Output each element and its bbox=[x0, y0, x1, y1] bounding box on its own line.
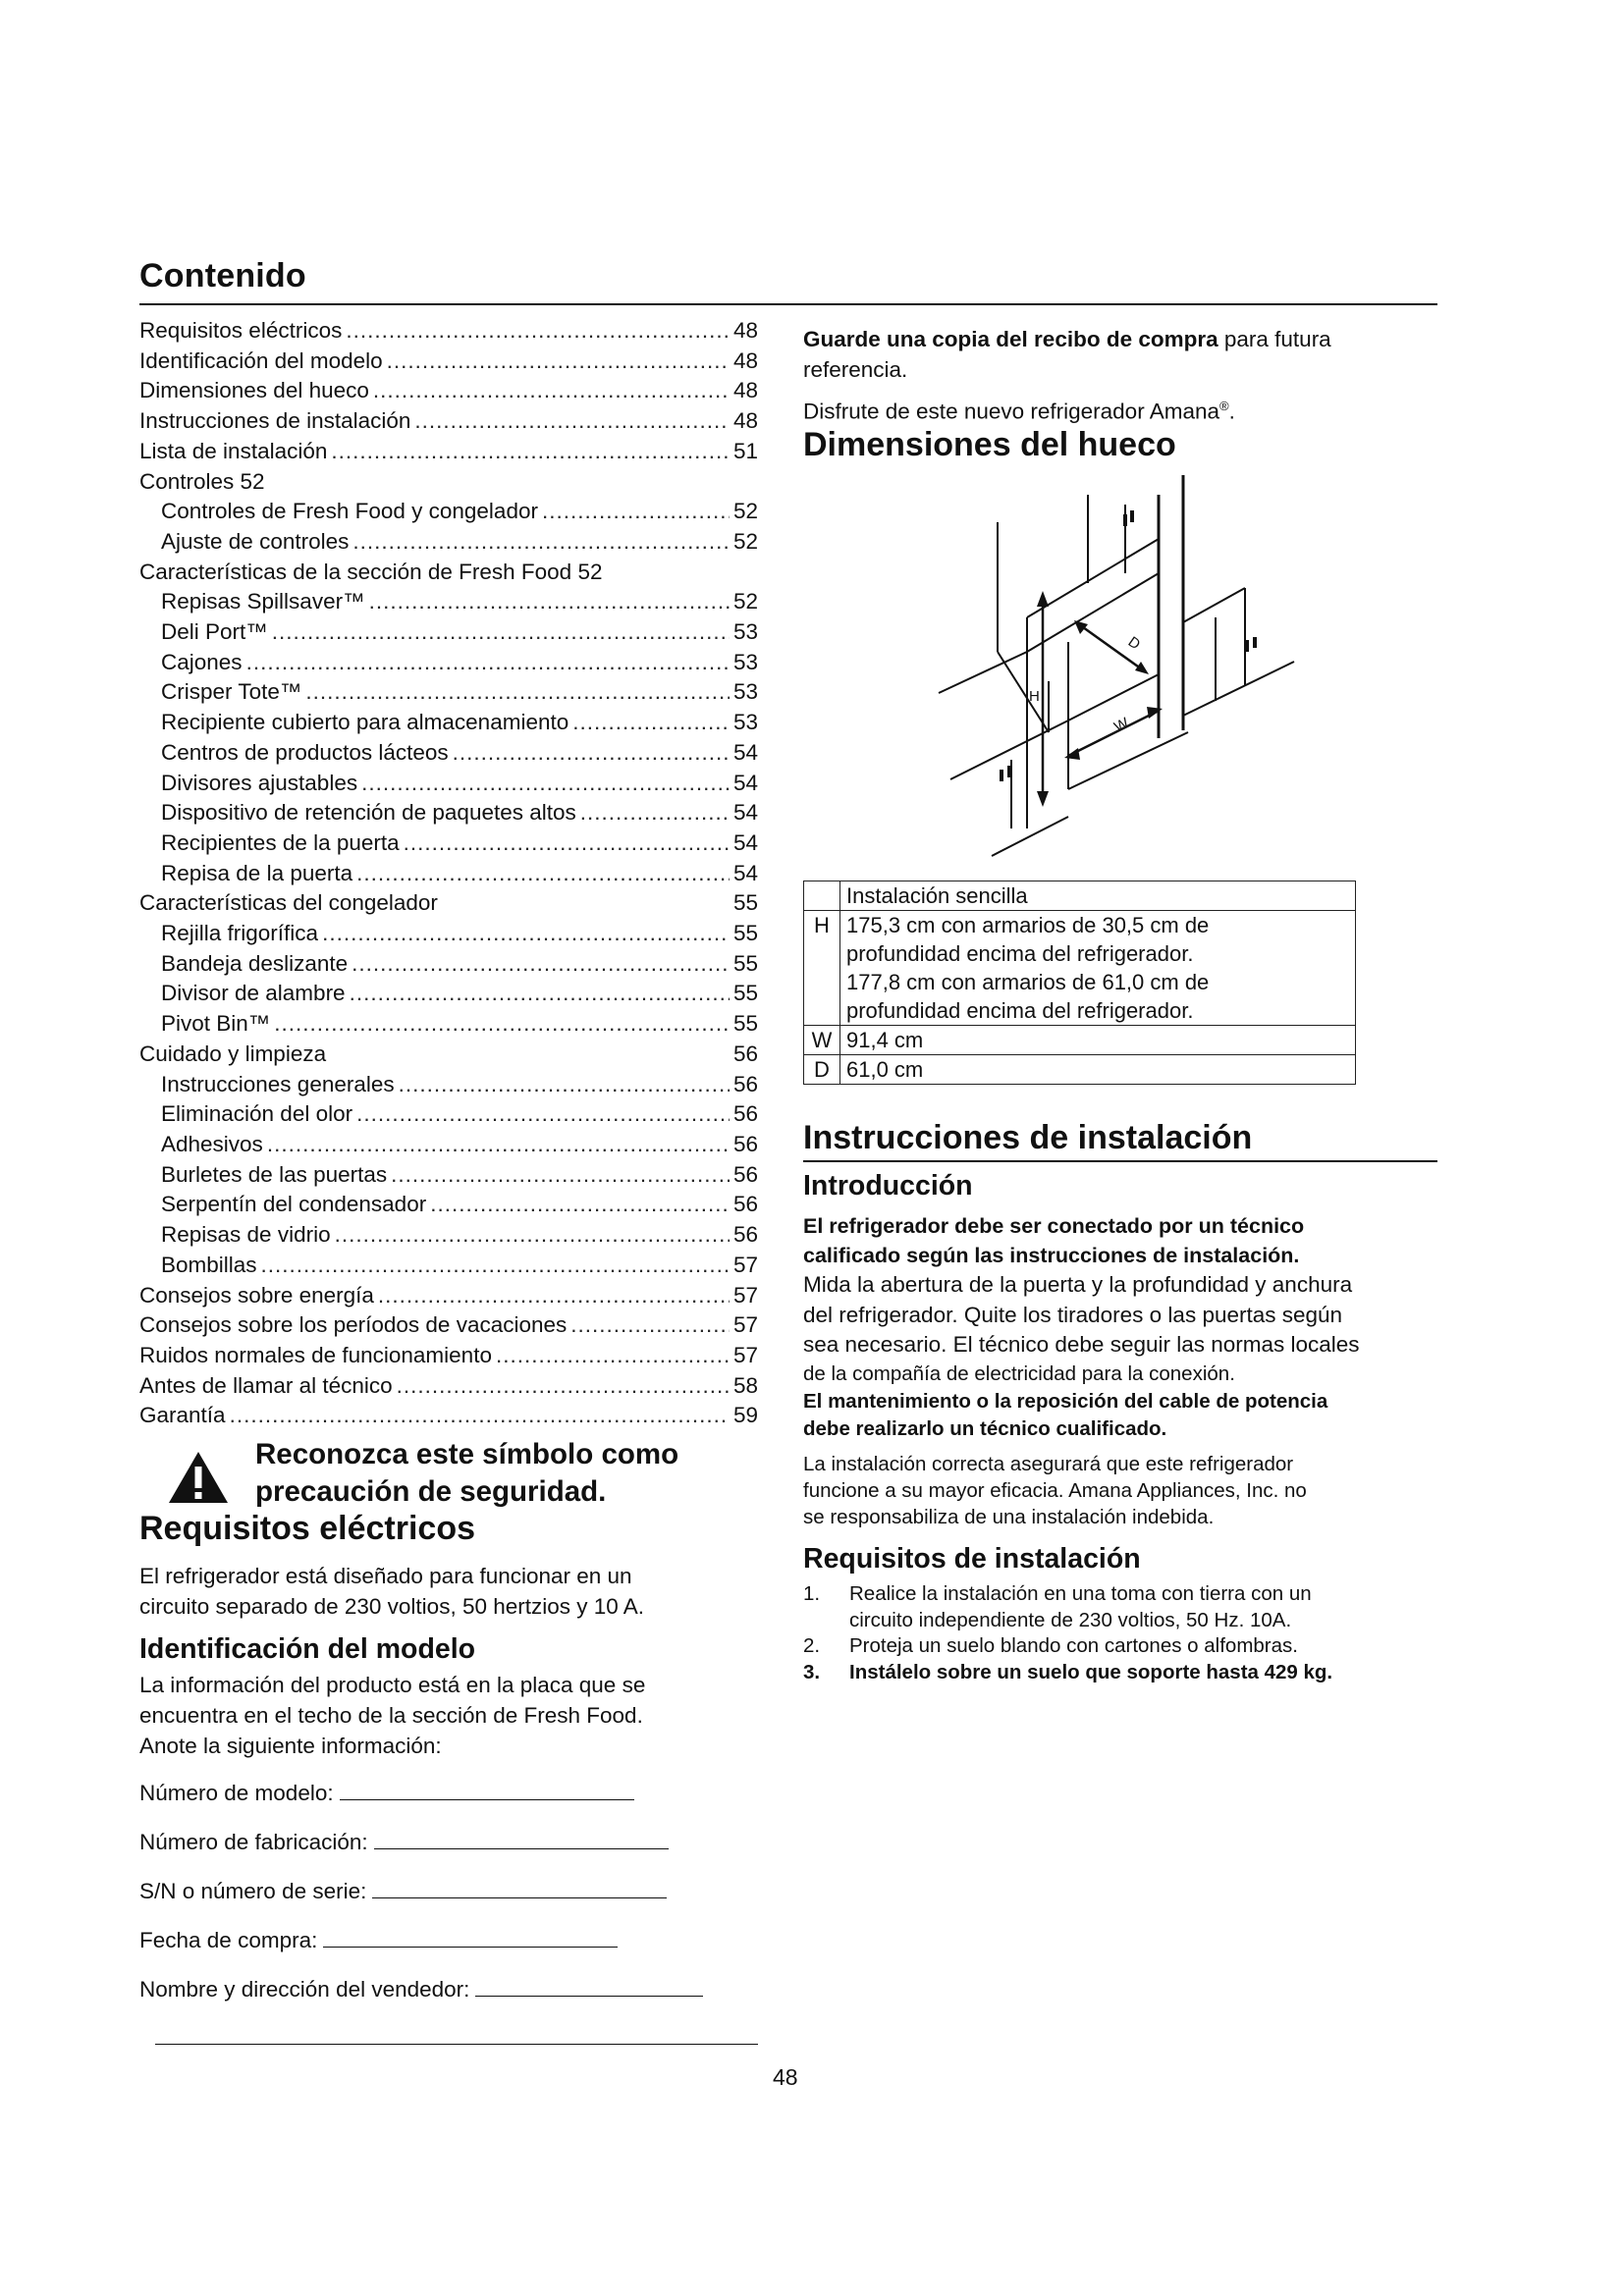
field-manufacturing-number bbox=[139, 1829, 669, 1855]
toc-leader bbox=[322, 919, 730, 949]
toc-entry bbox=[139, 708, 758, 738]
toc-entry-label: Bombillas bbox=[161, 1252, 257, 1277]
toc-entry-label: Identificación del modelo bbox=[139, 347, 383, 373]
toc-entry-label: Características de la sección de Fresh Food 52 bbox=[139, 559, 603, 584]
field-purchase-date-label: Fecha de compra: bbox=[139, 1928, 318, 1952]
enjoy-text: Disfrute de este nuevo refrigerador Amana bbox=[803, 399, 1219, 424]
toc-entry-page: 57 bbox=[732, 1282, 758, 1308]
toc-entry-page: 53 bbox=[732, 649, 758, 674]
toc-entry bbox=[139, 347, 758, 377]
toc-leader bbox=[496, 1341, 730, 1371]
toc-entry-page: 55 bbox=[732, 981, 758, 1006]
toc-entry bbox=[139, 437, 758, 467]
table-key: H bbox=[804, 911, 840, 1026]
table-of-contents bbox=[139, 316, 758, 1431]
toc-leader bbox=[346, 316, 730, 347]
diagram-label-h: H bbox=[1029, 688, 1040, 705]
intro-paragraph-2 bbox=[803, 1451, 1451, 1530]
toc-entry-label: Dimensiones del hueco bbox=[139, 378, 369, 403]
toc-entry bbox=[139, 798, 758, 828]
toc-leader bbox=[369, 587, 730, 617]
list-item-line-2: circuito independiente de 230 voltios, 50 Hz. 10A. bbox=[849, 1608, 1292, 1631]
contents-title: Contenido bbox=[139, 257, 306, 294]
toc-entry-label: Consejos sobre energía bbox=[139, 1282, 374, 1308]
toc-entry-page: 54 bbox=[732, 829, 758, 855]
toc-entry bbox=[139, 527, 758, 558]
electrical-body bbox=[139, 1561, 768, 1622]
list-item-number: 2. bbox=[803, 1634, 821, 1657]
safety-caution bbox=[139, 1436, 758, 1515]
toc-leader bbox=[391, 1160, 730, 1191]
toc-entry bbox=[139, 617, 758, 648]
toc-entry bbox=[139, 376, 758, 406]
height-arrowhead-top bbox=[1037, 591, 1049, 607]
toc-entry bbox=[139, 677, 758, 708]
toc-leader bbox=[387, 347, 730, 377]
toc-entry-label: Repisas de vidrio bbox=[161, 1222, 331, 1248]
field-dealer-name-address-label: Nombre y dirección del vendedor: bbox=[139, 1977, 470, 2002]
toc-entry bbox=[139, 1371, 758, 1402]
intro-bold-2-line-2: debe realizarlo un técnico cualificado. bbox=[803, 1416, 1167, 1440]
toc-entry-label: Recipiente cubierto para almacenamiento bbox=[161, 710, 569, 735]
intro-p1-line-4: de la compañía de electricidad para la conexión. bbox=[803, 1362, 1235, 1385]
toc-entry-label: Pivot Bin™ bbox=[161, 1011, 271, 1037]
toc-entry-page: 57 bbox=[732, 1312, 758, 1338]
field-purchase-date-line[interactable] bbox=[323, 1927, 618, 1948]
height-arrowhead-bottom bbox=[1037, 791, 1049, 807]
toc-entry-label: Burletes de las puertas bbox=[161, 1161, 388, 1187]
table-line: 177,8 cm con armarios de 61,0 cm de bbox=[846, 970, 1210, 994]
toc-entry-page: 56 bbox=[732, 1222, 758, 1248]
toc-entry-page: 54 bbox=[732, 800, 758, 826]
toc-entry-page: 58 bbox=[732, 1372, 758, 1398]
toc-entry-page: 57 bbox=[732, 1342, 758, 1367]
toc-leader bbox=[404, 828, 730, 859]
diagram-label-w: W bbox=[1111, 714, 1132, 736]
toc-leader bbox=[305, 677, 730, 708]
toc-entry-label: Controles 52 bbox=[139, 468, 265, 494]
toc-entry bbox=[139, 1220, 758, 1251]
toc-entry-label: Cuidado y limpieza bbox=[139, 1041, 327, 1066]
toc-entry-page: 52 bbox=[732, 589, 758, 614]
contents-rule bbox=[139, 303, 1437, 305]
toc-entry-label: Controles de Fresh Food y congelador bbox=[161, 499, 538, 524]
toc-leader bbox=[230, 1401, 730, 1431]
field-serial-number bbox=[139, 1878, 667, 1904]
electrical-title: Requisitos eléctricos bbox=[139, 1510, 476, 1547]
toc-entry-label: Lista de instalación bbox=[139, 438, 328, 463]
toc-entry-label: Repisas Spillsaver™ bbox=[161, 589, 365, 614]
toc-entry-page: 53 bbox=[732, 679, 758, 705]
toc-entry-page: 56 bbox=[732, 1101, 758, 1127]
list-item bbox=[803, 1633, 1451, 1660]
toc-entry-page: 48 bbox=[732, 378, 758, 403]
table-key: W bbox=[804, 1026, 840, 1055]
field-model-number-line[interactable] bbox=[340, 1780, 634, 1800]
toc-entry-page: 56 bbox=[732, 1071, 758, 1096]
diagram-line bbox=[1183, 662, 1294, 716]
toc-entry-label: Eliminación del olor bbox=[161, 1101, 353, 1127]
toc-leader bbox=[352, 527, 730, 558]
toc-entry-label: Recipientes de la puerta bbox=[161, 829, 400, 855]
model-id-line-2: encuentra en el techo de la sección de Fresh Food. bbox=[139, 1703, 643, 1728]
toc-entry bbox=[139, 949, 758, 980]
toc-entry-label: Bandeja deslizante bbox=[161, 950, 349, 976]
toc-entry-label: Garantía bbox=[139, 1403, 226, 1428]
toc-entry bbox=[139, 919, 758, 949]
table-row bbox=[804, 911, 1356, 1026]
toc-leader bbox=[361, 769, 730, 799]
toc-entry-label: Centros de productos lácteos bbox=[161, 739, 449, 765]
toc-entry bbox=[139, 1040, 758, 1070]
field-serial-number-line[interactable] bbox=[372, 1878, 667, 1898]
electrical-line-2: circuito separado de 230 voltios, 50 hertzios y 10 A. bbox=[139, 1594, 645, 1619]
diagram-line bbox=[1068, 732, 1188, 789]
toc-leader bbox=[261, 1251, 730, 1281]
caution-line-2: precaución de seguridad. bbox=[255, 1475, 607, 1508]
field-serial-number-label: S/N o número de serie: bbox=[139, 1879, 367, 1903]
list-item-line-1: Proteja un suelo blando con cartones o alfombras. bbox=[849, 1634, 1298, 1657]
toc-leader bbox=[356, 1099, 730, 1130]
toc-entry bbox=[139, 406, 758, 437]
receipt-line-2: referencia. bbox=[803, 357, 908, 382]
toc-entry-page: 51 bbox=[732, 438, 758, 463]
table-line: profundidad encima del refrigerador. bbox=[846, 998, 1194, 1023]
install-rule bbox=[803, 1160, 1437, 1162]
toc-entry-page: 55 bbox=[732, 950, 758, 976]
field-dealer-name-address bbox=[139, 1976, 703, 2002]
field-purchase-date bbox=[139, 1927, 618, 1953]
install-title: Instrucciones de instalación bbox=[803, 1119, 1253, 1156]
table-cell: 91,4 cm bbox=[840, 1026, 1356, 1055]
toc-entry bbox=[139, 738, 758, 769]
model-id-body bbox=[139, 1670, 768, 1761]
toc-entry-label: Ajuste de controles bbox=[161, 528, 350, 554]
toc-entry bbox=[139, 1281, 758, 1311]
toc-entry-label: Cajones bbox=[161, 649, 243, 674]
enjoy-note bbox=[803, 391, 1235, 427]
list-item bbox=[803, 1660, 1451, 1686]
toc-entry-page: 59 bbox=[732, 1403, 758, 1428]
toc-leader bbox=[580, 798, 730, 828]
toc-entry bbox=[139, 558, 758, 588]
toc-entry-label: Divisor de alambre bbox=[161, 981, 346, 1006]
toc-entry-label: Instrucciones de instalación bbox=[139, 408, 411, 434]
toc-leader bbox=[267, 1130, 730, 1160]
table-row bbox=[804, 1026, 1356, 1055]
toc-leader bbox=[373, 376, 730, 406]
toc-entry-page: 54 bbox=[732, 770, 758, 795]
caution-line-1: Reconozca este símbolo como bbox=[255, 1438, 679, 1470]
toc-entry bbox=[139, 1401, 758, 1431]
table-cell bbox=[804, 881, 840, 911]
depth-arrowhead-a bbox=[1074, 620, 1088, 634]
toc-leader bbox=[378, 1281, 730, 1311]
diagram-line bbox=[992, 817, 1068, 856]
toc-entry-label: Divisores ajustables bbox=[161, 770, 358, 795]
toc-entry-page: 55 bbox=[732, 1011, 758, 1037]
toc-entry bbox=[139, 497, 758, 527]
intro-bold-1 bbox=[803, 1211, 1441, 1270]
toc-entry bbox=[139, 1190, 758, 1220]
toc-entry-label: Consejos sobre los períodos de vacaciones bbox=[139, 1312, 568, 1338]
model-id-line-1: La información del producto está en la placa que se bbox=[139, 1673, 646, 1697]
toc-entry bbox=[139, 1251, 758, 1281]
receipt-note bbox=[803, 324, 1441, 385]
field-model-number-label: Número de modelo: bbox=[139, 1781, 334, 1805]
toc-entry-label: Instrucciones generales bbox=[161, 1071, 395, 1096]
toc-leader bbox=[414, 406, 730, 437]
toc-entry bbox=[139, 1341, 758, 1371]
intro-bold-1-line-1: El refrigerador debe ser conectado por un técnico bbox=[803, 1214, 1305, 1238]
table-row bbox=[804, 881, 1356, 911]
diagram-line bbox=[998, 652, 1049, 732]
width-arrowhead-b bbox=[1147, 707, 1163, 719]
toc-leader bbox=[356, 859, 730, 889]
toc-leader bbox=[335, 1220, 730, 1251]
toc-entry-page: 55 bbox=[732, 890, 758, 916]
toc-leader bbox=[572, 708, 730, 738]
toc-leader bbox=[430, 1190, 730, 1220]
intro-p1-line-2: del refrigerador. Quite los tiradores o las puertas según bbox=[803, 1302, 1343, 1327]
toc-leader bbox=[542, 497, 730, 527]
toc-entry-label: Dispositivo de retención de paquetes altos bbox=[161, 800, 576, 826]
table-key: D bbox=[804, 1055, 840, 1085]
toc-entry-label: Antes de llamar al técnico bbox=[139, 1372, 393, 1398]
table-cell: 61,0 cm bbox=[840, 1055, 1356, 1085]
table-header: Instalación sencilla bbox=[840, 881, 1356, 911]
cutout-diagram bbox=[931, 475, 1316, 858]
toc-entry-label: Repisa de la puerta bbox=[161, 860, 353, 885]
field-manufacturing-number-line[interactable] bbox=[374, 1829, 669, 1849]
enjoy-end: . bbox=[1228, 399, 1235, 424]
diagram-label-d: D bbox=[1124, 633, 1144, 654]
toc-entry-page: 56 bbox=[732, 1041, 758, 1066]
toc-entry bbox=[139, 828, 758, 859]
toc-leader bbox=[274, 1009, 730, 1040]
toc-entry bbox=[139, 1160, 758, 1191]
toc-entry-page: 57 bbox=[732, 1252, 758, 1277]
toc-entry bbox=[139, 1070, 758, 1100]
toc-entry-label: Requisitos eléctricos bbox=[139, 318, 343, 343]
toc-leader bbox=[570, 1310, 730, 1341]
req-title: Requisitos de instalación bbox=[803, 1543, 1141, 1575]
toc-entry bbox=[139, 587, 758, 617]
warning-triangle-icon bbox=[167, 1450, 230, 1505]
toc-leader bbox=[331, 437, 730, 467]
toc-leader bbox=[272, 617, 730, 648]
toc-entry bbox=[139, 316, 758, 347]
toc-leader bbox=[399, 1070, 730, 1100]
width-arrowhead-a bbox=[1064, 748, 1080, 760]
diagram-line bbox=[939, 652, 1027, 693]
toc-entry bbox=[139, 859, 758, 889]
toc-entry-page: 48 bbox=[732, 347, 758, 373]
electrical-line-1: El refrigerador está diseñado para funcionar en un bbox=[139, 1564, 632, 1588]
toc-leader bbox=[453, 738, 730, 769]
toc-entry bbox=[139, 648, 758, 678]
toc-entry-label: Adhesivos bbox=[161, 1131, 263, 1156]
model-id-title: Identificación del modelo bbox=[139, 1633, 476, 1665]
toc-entry bbox=[139, 467, 758, 498]
toc-entry bbox=[139, 888, 758, 919]
toc-entry-page: 54 bbox=[732, 739, 758, 765]
toc-entry-page: 48 bbox=[732, 408, 758, 434]
intro-bold-2-line-1: El mantenimiento o la reposición del cable de potencia bbox=[803, 1390, 1328, 1413]
receipt-bold: Guarde una copia del recibo de compra bbox=[803, 327, 1218, 351]
dealer-extra-line[interactable] bbox=[155, 2044, 758, 2045]
toc-entry-label: Características del congelador bbox=[139, 890, 438, 916]
toc-leader bbox=[350, 979, 730, 1009]
list-item-line-1: Instálelo sobre un suelo que soporte hasta 429 kg. bbox=[849, 1660, 1333, 1683]
toc-entry bbox=[139, 1009, 758, 1040]
intro-bold-2 bbox=[803, 1388, 1451, 1442]
width-arrow bbox=[1068, 711, 1159, 756]
table-line: profundidad encima del refrigerador. bbox=[846, 941, 1194, 966]
intro-p2-line-3: se responsabiliza de una instalación indebida. bbox=[803, 1506, 1215, 1528]
model-id-line-3: Anote la siguiente información: bbox=[139, 1734, 442, 1758]
toc-entry-page: 53 bbox=[732, 619, 758, 645]
toc-entry bbox=[139, 1099, 758, 1130]
receipt-rest: para futura bbox=[1218, 327, 1331, 351]
dimensions-table bbox=[803, 881, 1356, 1085]
toc-entry-page: 55 bbox=[732, 921, 758, 946]
field-manufacturing-number-label: Número de fabricación: bbox=[139, 1830, 368, 1854]
cutout-title: Dimensiones del hueco bbox=[803, 426, 1176, 463]
toc-entry-page: 56 bbox=[732, 1161, 758, 1187]
toc-leader bbox=[246, 648, 730, 678]
table-line: 175,3 cm con armarios de 30,5 cm de bbox=[846, 913, 1210, 937]
toc-entry-label: Deli Port™ bbox=[161, 619, 268, 645]
intro-p1-line-3: sea necesario. El técnico debe seguir las normas locales bbox=[803, 1332, 1360, 1357]
toc-entry-page: 56 bbox=[732, 1131, 758, 1156]
toc-entry bbox=[139, 769, 758, 799]
toc-entry-page: 52 bbox=[732, 499, 758, 524]
toc-entry bbox=[139, 1310, 758, 1341]
intro-p2-line-2: funcione a su mayor eficacia. Amana Appliances, Inc. no bbox=[803, 1479, 1307, 1502]
toc-entry-label: Serpentín del condensador bbox=[161, 1192, 427, 1217]
list-item-number: 3. bbox=[803, 1660, 821, 1683]
intro-paragraph-1 bbox=[803, 1270, 1441, 1388]
toc-entry-page: 52 bbox=[732, 528, 758, 554]
toc-entry-page: 54 bbox=[732, 860, 758, 885]
diagram-line bbox=[1183, 588, 1245, 622]
depth-arrowhead-b bbox=[1135, 662, 1149, 674]
table-row bbox=[804, 1055, 1356, 1085]
toc-entry-label: Ruidos normales de funcionamiento bbox=[139, 1342, 492, 1367]
toc-entry-page: 48 bbox=[732, 318, 758, 343]
intro-p1-line-1: Mida la abertura de la puerta y la profundidad y anchura bbox=[803, 1272, 1353, 1297]
field-dealer-name-address-line[interactable] bbox=[475, 1976, 703, 1997]
list-item-number: 1. bbox=[803, 1582, 821, 1605]
page-number: 48 bbox=[773, 2064, 798, 2090]
toc-entry-label: Crisper Tote™ bbox=[161, 679, 302, 705]
list-item bbox=[803, 1581, 1451, 1633]
toc-entry-page: 53 bbox=[732, 710, 758, 735]
table-cell bbox=[840, 911, 1356, 1026]
intro-p2-line-1: La instalación correcta asegurará que este refrigerador bbox=[803, 1453, 1294, 1475]
diagram-line bbox=[1068, 674, 1159, 721]
toc-entry-label: Rejilla frigorífica bbox=[161, 921, 319, 946]
field-model-number bbox=[139, 1780, 634, 1806]
list-item-line-1: Realice la instalación en una toma con tierra con un bbox=[849, 1582, 1312, 1605]
intro-title: Introducción bbox=[803, 1170, 973, 1201]
toc-entry bbox=[139, 1130, 758, 1160]
toc-entry bbox=[139, 979, 758, 1009]
intro-bold-1-line-2: calificado según las instrucciones de instalación. bbox=[803, 1244, 1300, 1267]
toc-entry-page: 56 bbox=[732, 1192, 758, 1217]
registered-mark: ® bbox=[1218, 399, 1229, 413]
toc-leader bbox=[397, 1371, 730, 1402]
requirements-list bbox=[803, 1581, 1451, 1685]
toc-leader bbox=[352, 949, 730, 980]
